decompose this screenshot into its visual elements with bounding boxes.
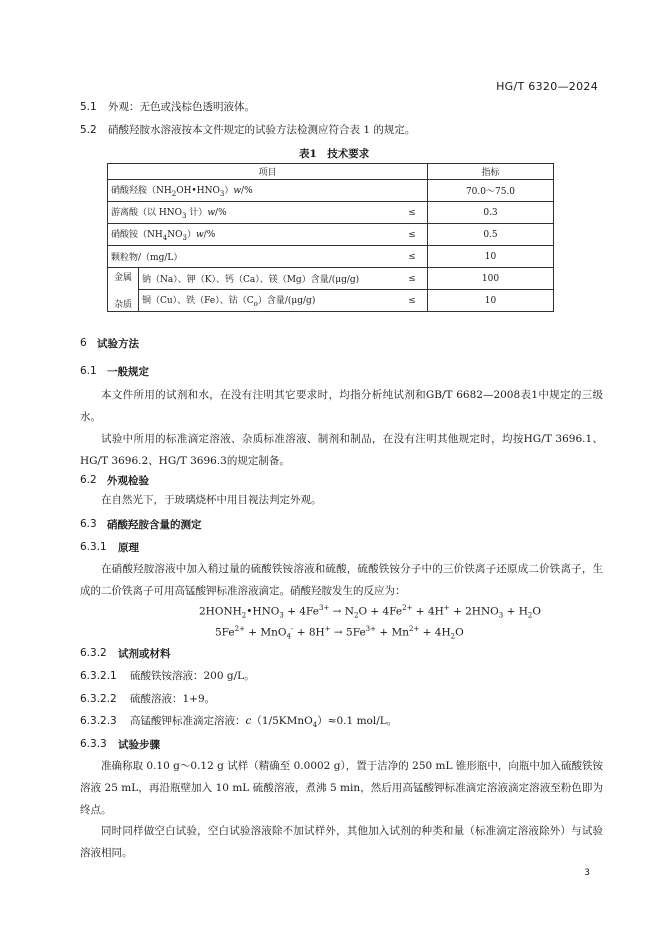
item-6-3-2-1-number: 6.3.2.1	[80, 670, 117, 682]
section-6-2-title: 外观检验	[107, 475, 149, 487]
header-value: 指标	[428, 164, 554, 180]
row-requirement: ≤	[397, 268, 428, 290]
section-6-1-number: 6.1	[80, 365, 97, 377]
table-row	[108, 180, 554, 202]
item-6-3-2-1-text: 硫酸铁铵溶液：200 g/L。	[130, 670, 255, 682]
section-6-3-3-number: 6.3.3	[80, 738, 107, 750]
item-6-3-2-2-text: 硫酸溶液：1+9。	[130, 693, 216, 705]
row-name: 硝酸铵$(NH_4NO_3)w/\%$	[108, 224, 398, 246]
item-6-3-2-2-number: 6.3.2.2	[80, 693, 117, 705]
row-name: 颗粒物/（mg/L）	[108, 246, 398, 268]
section-6-1-paragraph-1: 本文件所用的试剂和水，在没有注明其它要求时，均指分析纯试剂和GB/T 6682—2008表1中规定的三级水。	[80, 389, 603, 423]
table-row	[108, 246, 554, 268]
section-6-3-3-title: 试验步骤	[118, 739, 160, 751]
row-value: 100	[428, 268, 554, 290]
row-value: 70.0～75.0	[428, 180, 554, 202]
row-requirement: ≤	[397, 224, 428, 246]
row-name: 钠（Na）、钾（K）、钙（Ca）、镁（Mg）含量/(μg/g)	[139, 268, 398, 290]
section-6-3-1-number: 6.3.1	[80, 541, 107, 553]
section-6-title: 试验方法	[97, 338, 139, 350]
header-item: 项目	[108, 164, 428, 180]
metal-impurity-group-label	[108, 268, 139, 312]
row-name: 硝酸羟胺$(NH_2OH•HNO_3)w/\%$	[108, 180, 428, 202]
table-header-row	[108, 164, 554, 180]
section-6-number: 6	[80, 337, 87, 349]
item-6-3-2-3-text: 高锰酸钾标准滴定溶液：c（1/5KMnO$_4$）≈0.1 mol/L。	[130, 715, 398, 730]
section-6-3-2-title: 试剂或材料	[118, 648, 171, 660]
section-5-2-number: 5.2	[80, 124, 97, 136]
table-row	[108, 202, 554, 224]
section-6-3-3-paragraph-1: 准确称取 0.10 g～0.12 g 试样（精确至 0.0002 g），置于洁净的 250 mL 锥形瓶中，向瓶中加入硫酸铁铵溶液 25 mL，再沿瓶壁加入 10 mL 硫酸溶液，煮沸 5 min，然后用高锰酸钾标准滴定溶液滴定溶液至粉色即为终点。	[80, 760, 603, 816]
section-5-1-text: 外观：无色或浅棕色透明液体。	[108, 101, 255, 113]
row-value: 0.3	[428, 202, 554, 224]
row-requirement: ≤	[397, 202, 428, 224]
reaction-equation-1: $2HONH_2•HNO_3 + 4Fe^{3+} \to N_2O + 4Fe^{2+} + 4H^+ + 2HNO_3 + H_2O$	[199, 604, 541, 620]
table-row	[108, 290, 554, 312]
group-label-line-1: 金属	[113, 272, 132, 283]
section-6-3-3-paragraph-2: 同时同样做空白试验，空白试验溶液除不加试样外，其他加入试剂的种类和量（标准滴定溶液除外）与试验溶液相同。	[80, 825, 603, 859]
section-6-2-number: 6.2	[80, 474, 97, 486]
technical-requirements-table	[107, 163, 554, 312]
section-5-1-number: 5.1	[80, 101, 97, 113]
reaction-equation-2: $5Fe^{2+} + MnO_4^- + 8H^+ \to 5Fe^{3+} + Mn^{2+} + 4H_2O$	[215, 625, 464, 641]
row-value: 10	[428, 246, 554, 268]
group-label-line-2: 杂质	[113, 299, 132, 310]
section-6-3-1-paragraph-1: 在硝酸羟胺溶液中加入稍过量的硫酸铁铵溶液和硫酸，硫酸铁铵分子中的三价铁离子还原成二价铁离子，生成的二价铁离子可用高锰酸钾标准溶液滴定。硝酸羟胺发生的反应为：	[80, 563, 603, 597]
section-5-2-text: 硝酸羟胺水溶液按本文件规定的试验方法检测应符合表 1 的规定。	[108, 124, 416, 136]
row-name: 铜（Cu）、铁（Fe）、钴$(C_o)$含量/(μg/g)	[139, 290, 398, 312]
table-row	[108, 224, 554, 246]
section-6-3-title: 硝酸羟胺含量的测定	[107, 519, 202, 531]
row-value: 10	[428, 290, 554, 312]
section-6-3-number: 6.3	[80, 518, 97, 530]
document-code: HG/T 6320—2024	[496, 80, 598, 93]
row-requirement: ≤	[397, 246, 428, 268]
page-number: 3	[584, 868, 590, 878]
section-6-1-title: 一般规定	[107, 366, 149, 378]
section-6-2-paragraph-1: 在自然光下，于玻璃烧杯中用目视法判定外观。	[101, 494, 322, 506]
table-row	[108, 268, 554, 290]
row-value: 0.5	[428, 224, 554, 246]
item-6-3-2-3-number: 6.3.2.3	[80, 715, 117, 727]
section-6-3-2-number: 6.3.2	[80, 647, 107, 659]
row-name: 游离酸（以 $HNO_3$ 计）w/%	[108, 202, 398, 224]
section-6-1-paragraph-2: 试验中所用的标准滴定溶液、杂质标准溶液、制剂和制品，在没有注明其他规定时，均按HG/T 3696.1、HG/T 3696.2、HG/T 3696.3的规定制备。	[80, 433, 603, 467]
row-requirement: ≤	[397, 290, 428, 312]
table-caption: 表1 技术要求	[299, 148, 370, 160]
section-6-3-1-title: 原理	[118, 542, 139, 554]
